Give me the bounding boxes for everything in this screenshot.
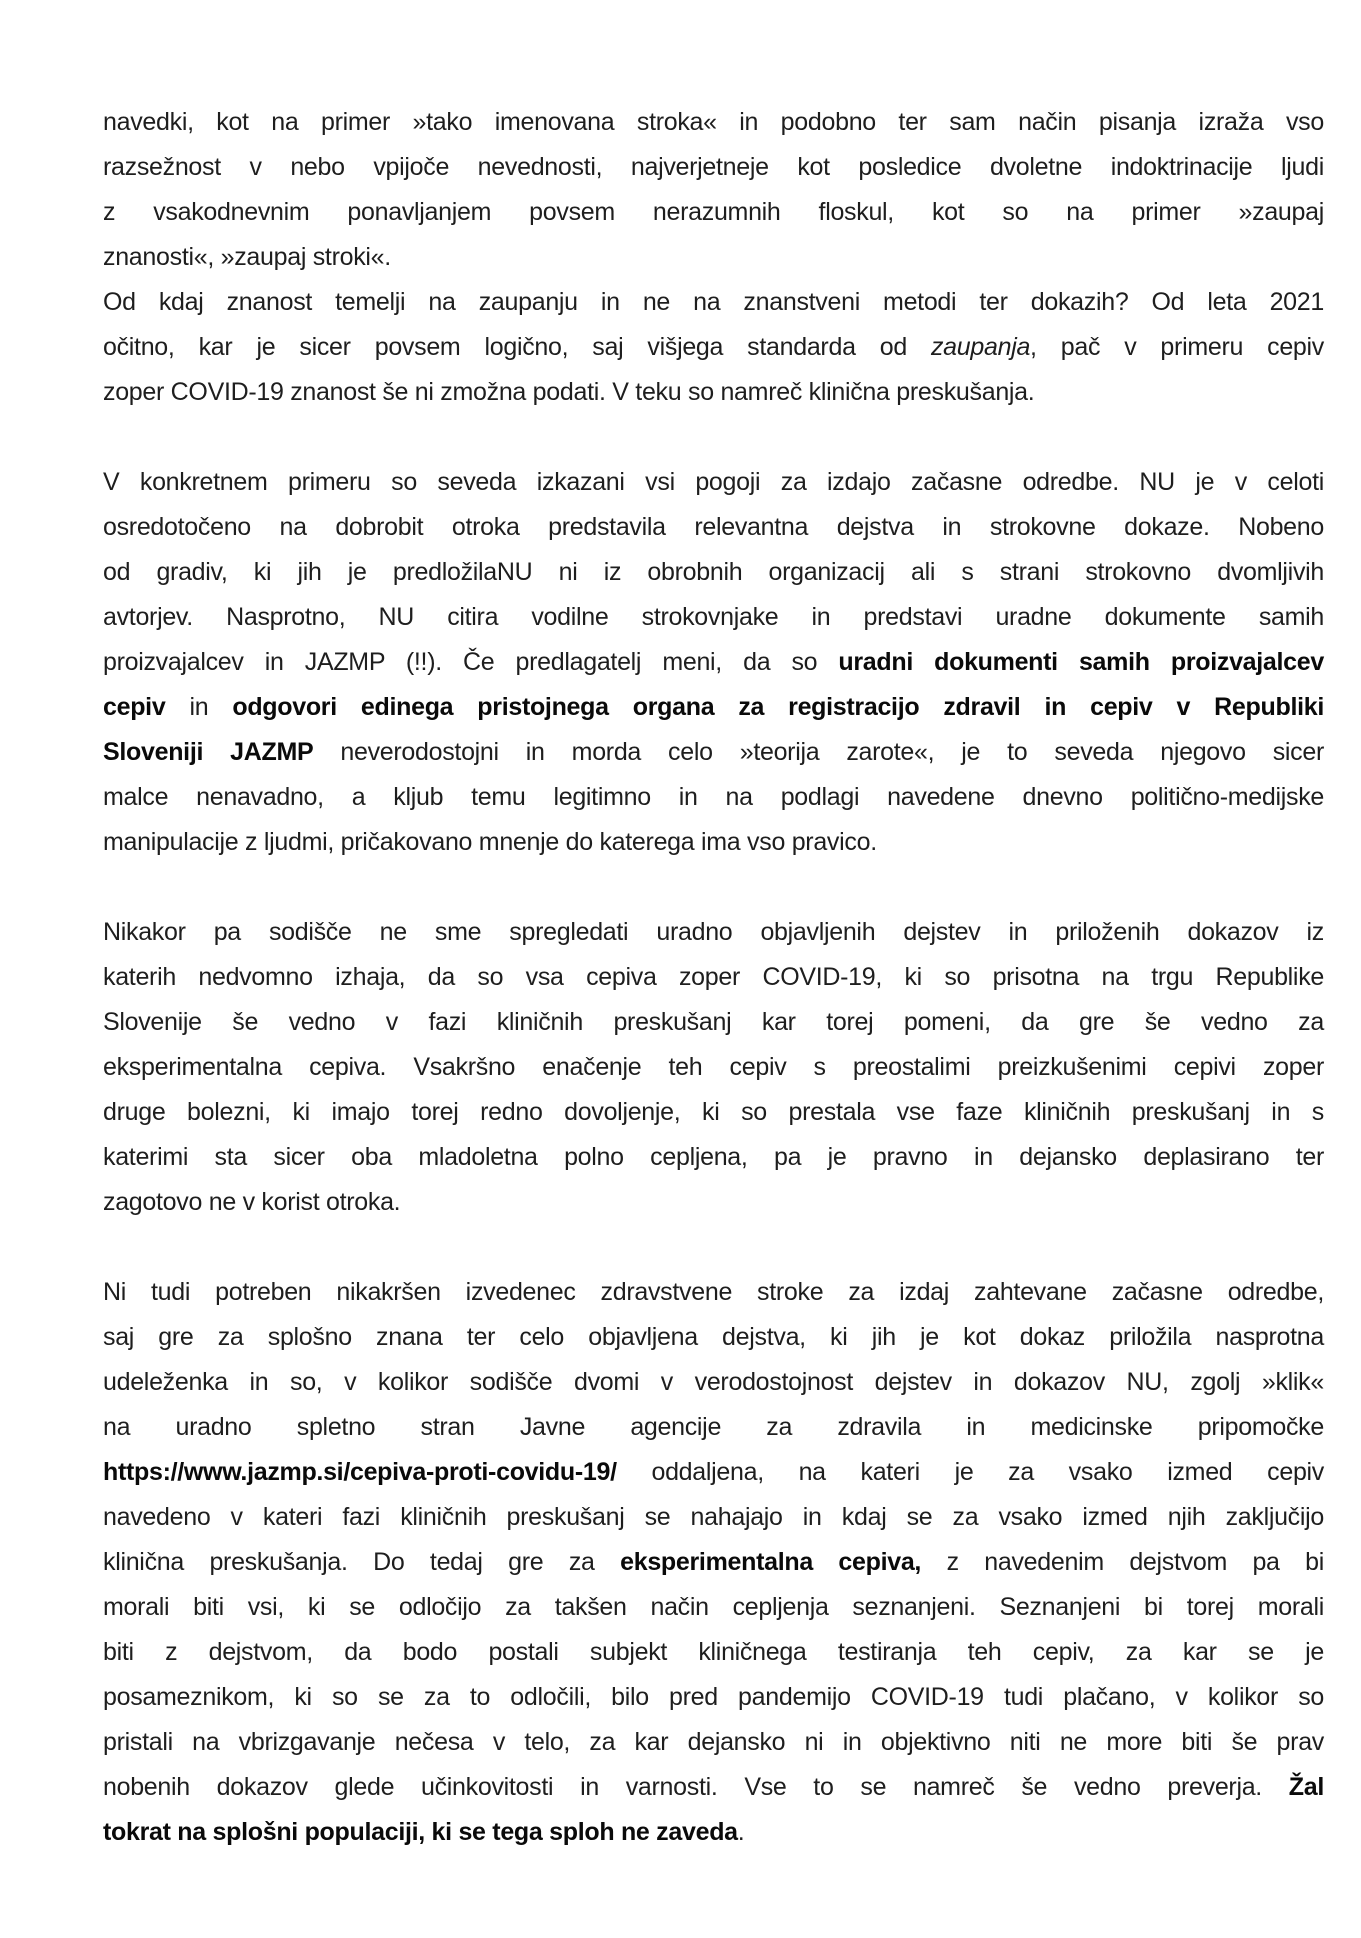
text-line [103, 685, 1324, 730]
text-line [103, 280, 1324, 325]
text-line [103, 1450, 1324, 1495]
text-segment: zagotovo ne v korist otroka. [103, 1188, 401, 1216]
text-segment: katerih nedvomno izhaja, da so vsa cepiva zoper COVID-19, ki so prisotna na trgu Republike [103, 963, 1324, 991]
text-segment: udeleženka in so, v kolikor sodišče dvomi v verodostojnost dejstev in dokazov NU, zgolj »klik« [103, 1368, 1324, 1396]
text-line [103, 1495, 1324, 1540]
text-segment: posameznikom, ki so se za to odločili, bilo pred pandemijo COVID-19 tudi plačano, v kolikor so [103, 1683, 1324, 1711]
text-segment: znanosti«, »zaupaj stroki«. [103, 243, 391, 271]
text-segment: . [737, 1818, 745, 1846]
text-line [103, 1540, 1324, 1585]
paragraph [103, 460, 1324, 865]
text-line [103, 145, 1324, 190]
text-line [103, 1360, 1324, 1405]
text-line [103, 820, 1324, 865]
text-segment: očitno, kar je sicer povsem logično, saj višjega standarda od [103, 333, 931, 361]
text-segment: z navedenim dejstvom pa bi [921, 1548, 1324, 1576]
text-line [103, 505, 1324, 550]
text-line [103, 910, 1324, 955]
text-line [103, 235, 1324, 280]
text-segment: nobenih dokazov glede učinkovitosti in varnosti. Vse to se namreč še vedno preverja. [103, 1773, 1289, 1801]
text-line [103, 1585, 1324, 1630]
text-line [103, 1675, 1324, 1720]
bold-text: Žal [1288, 1773, 1324, 1801]
document-page [103, 100, 1324, 1900]
text-segment: biti z dejstvom, da bodo postali subjekt kliničnega testiranja teh cepiv, za kar se je [103, 1638, 1324, 1666]
text-segment: druge bolezni, ki imajo torej redno dovoljenje, ki so prestala vse faze kliničnih preskušanj in s [103, 1098, 1324, 1126]
paragraph [103, 910, 1324, 1225]
text-line [103, 955, 1324, 1000]
text-line [103, 1810, 1324, 1855]
bold-text: Sloveniji JAZMP [103, 738, 314, 766]
text-line [103, 1135, 1324, 1180]
text-segment: razsežnost v nebo vpijoče nevednosti, najverjetneje kot posledice dvoletne indoktrinacije ljudi [103, 153, 1324, 181]
text-line [103, 1765, 1324, 1810]
text-segment: avtorjev. Nasprotno, NU citira vodilne strokovnjake in predstavi uradne dokumente samih [103, 603, 1324, 631]
text-segment: klinična preskušanja. Do tedaj gre za [103, 1548, 621, 1576]
text-segment: navedki, kot na primer »tako imenovana stroka« in podobno ter sam način pisanja izraža vso [103, 108, 1324, 136]
text-line [103, 775, 1324, 820]
paragraph [103, 1270, 1324, 1855]
text-line [103, 190, 1324, 235]
text-line [103, 1405, 1324, 1450]
text-line [103, 1045, 1324, 1090]
paragraph [103, 100, 1324, 415]
text-line [103, 325, 1324, 370]
text-line [103, 640, 1324, 685]
text-segment: manipulacije z ljudmi, pričakovano mnenje do katerega ima vso pravico. [103, 828, 877, 856]
bold-text: tokrat na splošni populaciji, ki se tega sploh ne zaveda [103, 1818, 738, 1846]
text-line [103, 370, 1324, 415]
text-line [103, 1720, 1324, 1765]
text-segment: na uradno spletno stran Javne agencije za zdravila in medicinske pripomočke [103, 1413, 1324, 1441]
text-segment: Nikakor pa sodišče ne sme spregledati uradno objavljenih dejstev in priloženih dokazov iz [103, 918, 1324, 946]
text-line [103, 1000, 1324, 1045]
text-line [103, 460, 1324, 505]
text-segment: Slovenije še vedno v fazi kliničnih preskušanj kar torej pomeni, da gre še vedno za [103, 1008, 1324, 1036]
text-segment: Od kdaj znanost temelji na zaupanju in ne na znanstveni metodi ter dokazih? Od leta 2021 [103, 288, 1324, 316]
text-segment: eksperimentalna cepiva. Vsakršno enačenje teh cepiv s preostalimi preizkušenimi cepivi zoper [103, 1053, 1324, 1081]
text-line [103, 1270, 1324, 1315]
text-segment: , pač v primeru cepiv [1030, 333, 1324, 361]
bold-text: eksperimentalna cepiva, [620, 1548, 922, 1576]
text-segment: saj gre za splošno znana ter celo objavljena dejstva, ki jih je kot dokaz priložila nasprotna [103, 1323, 1324, 1351]
bold-text: odgovori edinega pristojnega organa za registracijo zdravil in cepiv v Republiki [232, 693, 1324, 721]
text-segment: in [165, 693, 233, 721]
text-segment: osredotočeno na dobrobit otroka predstavila relevantna dejstva in strokovne dokaze. Nobeno [103, 513, 1324, 541]
text-segment: navedeno v kateri fazi kliničnih preskušanj se nahajajo in kdaj se za vsako izmed njih zaključijo [103, 1503, 1324, 1531]
text-line [103, 100, 1324, 145]
text-segment: Ni tudi potreben nikakršen izvedenec zdravstvene stroke za izdaj zahtevane začasne odredbe, [103, 1278, 1324, 1306]
text-line [103, 730, 1324, 775]
text-line [103, 550, 1324, 595]
text-segment: V konkretnem primeru so seveda izkazani vsi pogoji za izdajo začasne odredbe. NU je v celoti [103, 468, 1324, 496]
text-line [103, 1630, 1324, 1675]
text-segment: neverodostojni in morda celo »teorija zarote«, je to seveda njegovo sicer [313, 738, 1325, 766]
text-line [103, 1180, 1324, 1225]
italic-text: zaupanja [930, 333, 1031, 361]
bold-text: uradni dokumenti samih proizvajalcev [838, 648, 1324, 676]
text-segment: oddaljena, na kateri je za vsako izmed cepiv [616, 1458, 1324, 1486]
text-segment: malce nenavadno, a kljub temu legitimno in na podlagi navedene dnevno politično-medijske [103, 783, 1324, 811]
text-segment: z vsakodnevnim ponavljanjem povsem nerazumnih floskul, kot so na primer »zaupaj [103, 198, 1324, 226]
text-segment: pristali na vbrizgavanje nečesa v telo, za kar dejansko ni in objektivno niti ne more biti še prav [103, 1728, 1324, 1756]
text-segment: od gradiv, ki jih je predložilaNU ni iz obrobnih organizacij ali s strani strokovno dvomljivih [103, 558, 1324, 586]
text-line [103, 595, 1324, 640]
url-link[interactable]: https://www.jazmp.si/cepiva-proti-covidu-19/ [103, 1458, 617, 1486]
bold-text: cepiv [103, 693, 166, 721]
text-segment: zoper COVID-19 znanost še ni zmožna podati. V teku so namreč klinična preskušanja. [103, 378, 1035, 406]
text-line [103, 1315, 1324, 1360]
text-line [103, 1090, 1324, 1135]
text-segment: katerimi sta sicer oba mladoletna polno cepljena, pa je pravno in dejansko deplasirano ter [103, 1143, 1324, 1171]
text-segment: morali biti vsi, ki se odločijo za takšen način cepljenja seznanjeni. Seznanjeni bi torej morali [103, 1593, 1324, 1621]
text-segment: proizvajalcev in JAZMP (!!). Če predlagatelj meni, da so [103, 648, 839, 676]
